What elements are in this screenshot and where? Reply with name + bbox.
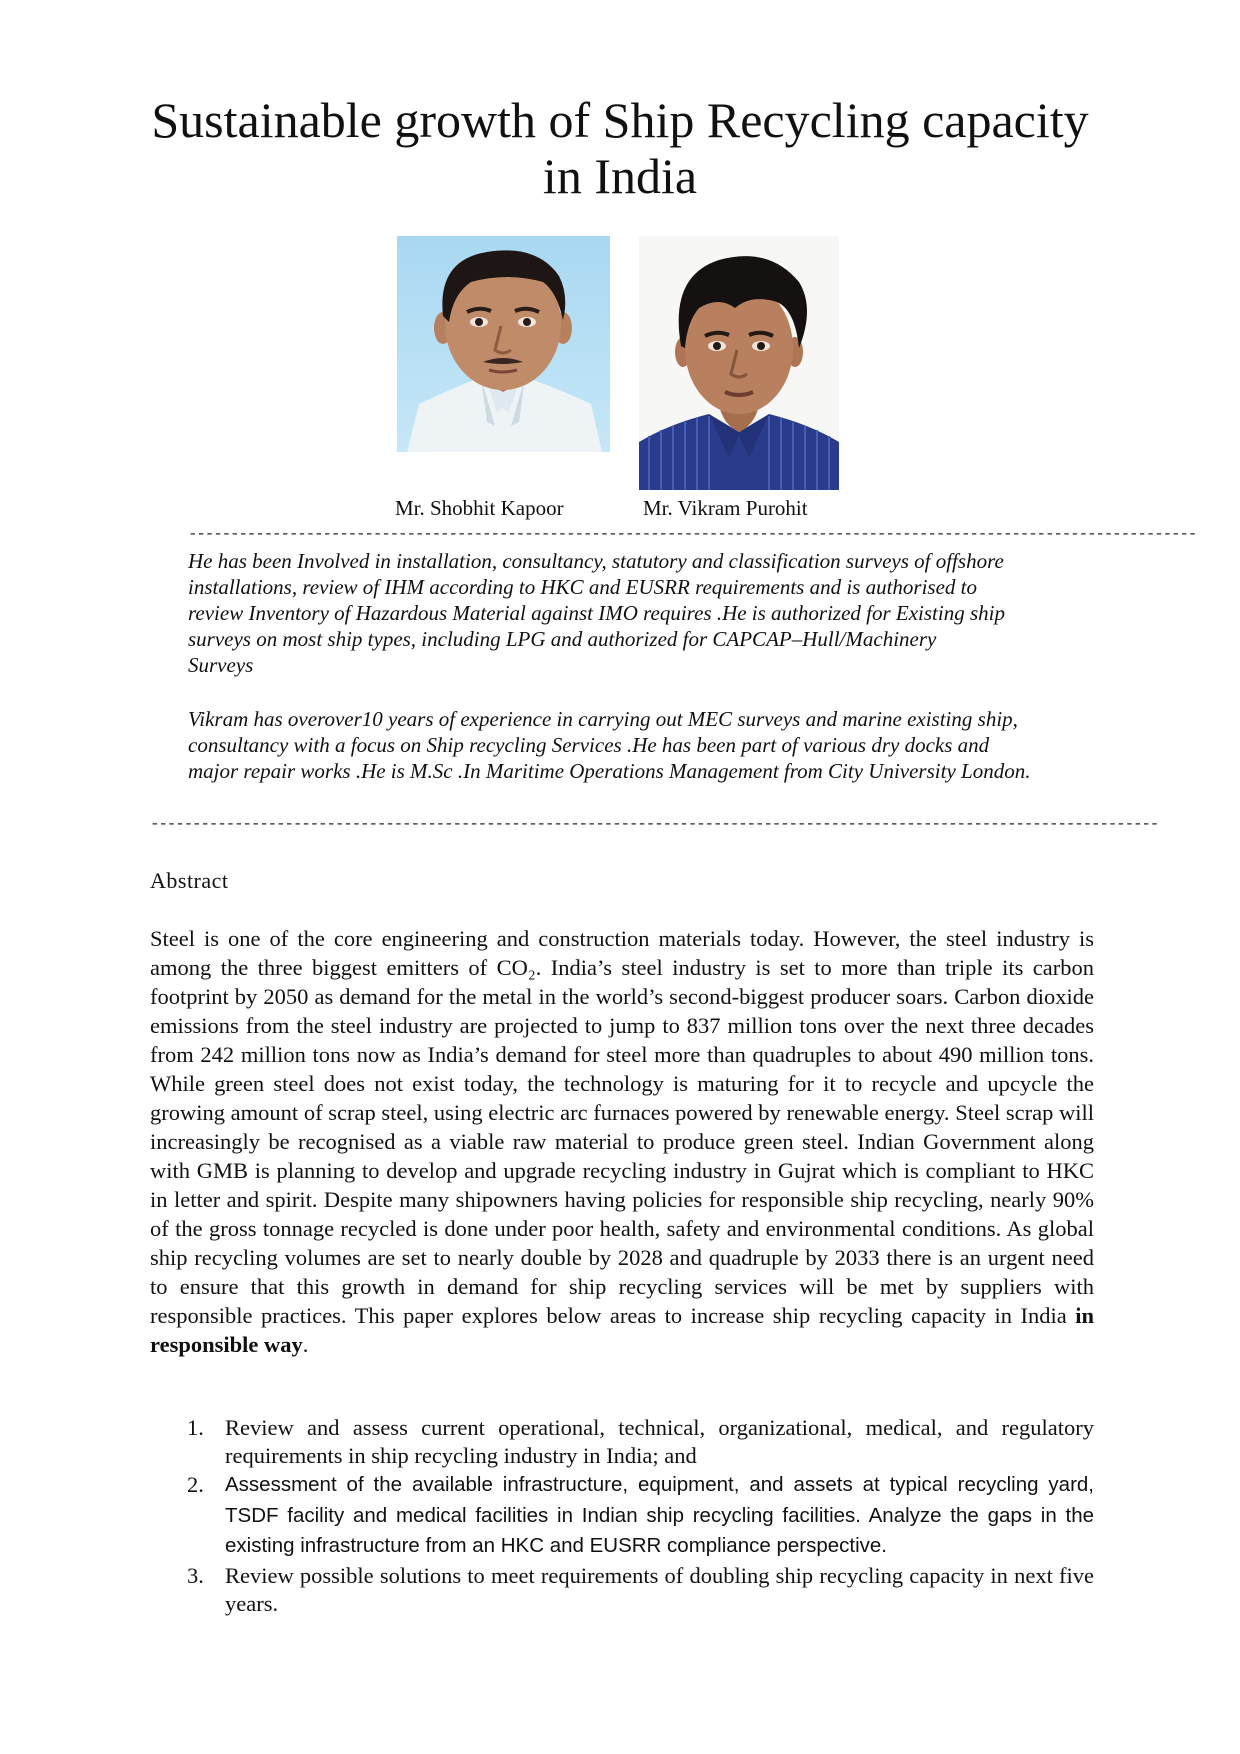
author-photo-purohit: [639, 236, 839, 490]
bio-line: consultancy with a focus on Ship recycling Services .He has been part of various dry docks and: [188, 733, 990, 757]
objectives-list: [150, 1414, 1094, 1618]
list-item: [150, 1414, 1094, 1470]
bio-line: review Inventory of Hazardous Material against IMO requires .He is authorized for Existing ship: [188, 601, 1005, 625]
abstract-bold: in responsible way: [150, 1303, 1095, 1357]
abstract-text: Steel is one of the core engineering and construction materials today. However, the steel industry is among the three biggest emitters of CO₂. India’s steel industry is set to more than triple its carbon footprint by 2050 as demand for the metal in the world’s second-biggest producer soars. Carbon dioxide emissions from the steel industry are projected to jump to 837 million tons over the next three decades from 242 million tons now as India’s demand for steel more than quadruples to about 490 million tons. While green steel does not exist today, the technology is maturing for it to recycle and upcycle the growing amount of scrap steel, using electric arc furnaces powered by renewable energy. Steel scrap will increasingly be recognised as a viable raw material to produce green steel. Indian Government along with GMB is planning to develop and upgrade recycling industry in Gujrat which is compliant to HKC in letter and spirit. Despite many shipowners having policies for responsible ship recycling, nearly 90% of the gross tonnage recycled is done under poor health, safety and environmental conditions. As global ship recycling volumes are set to nearly double by 2028 and quadruple by 2033 there is an urgent need to ensure that this growth in demand for ship recycling services will be met by suppliers with responsible practices. This paper explores below areas to increase ship recycling capacity in India: [150, 926, 1094, 1328]
bio-line: Surveys: [188, 653, 254, 677]
divider-top: ------------------------------------------------------------------------------------------------------------------------: [188, 525, 1197, 543]
list-item: [150, 1470, 1094, 1562]
abstract-body: [150, 924, 1094, 1359]
bio-kapoor: [188, 548, 1094, 678]
author-photo-kapoor: [397, 236, 610, 452]
bio-line: surveys on most ship types, including LPG and authorized for CAPCAP–Hull/Machinery: [188, 627, 937, 651]
list-number: 2.: [187, 1472, 204, 1497]
author-name-purohit: Mr. Vikram Purohit: [643, 496, 808, 520]
divider-bottom: ------------------------------------------------------------------------------------------------------------------------: [150, 815, 1159, 833]
bio-line: major repair works .He is M.Sc .In Maritime Operations Management from City University London.: [188, 759, 1031, 783]
bio-line: installations, review of IHM according to HKC and EUSRR requirements and is authorised to: [188, 575, 977, 599]
author-name-kapoor: Mr. Shobhit Kapoor: [395, 496, 564, 520]
list-number: 1.: [187, 1415, 204, 1440]
paper-title: Sustainable growth of Ship Recycling capacity in India: [151, 92, 1089, 204]
list-item: [150, 1562, 1094, 1618]
bio-line: Vikram has overover10 years of experience in carrying out MEC surveys and marine existing ship,: [188, 707, 1018, 731]
abstract-end: .: [302, 1332, 309, 1357]
list-text: Assessment of the available infrastructure, equipment, and assets at typical recycling yard, TSDF facility and medical facilities in Indian ship recycling facilities. Analyze the gaps in the existing infrastructure from an HKC and EUSRR compliance perspective.: [225, 1473, 1094, 1557]
list-text: Review possible solutions to meet requirements of doubling ship recycling capacity in next five years.: [225, 1562, 1094, 1616]
list-number: 3.: [187, 1562, 204, 1588]
list-text: Review and assess current operational, technical, organizational, medical, and regulatory requirements in ship recycling industry in India; and: [225, 1415, 1094, 1468]
bio-purohit: [188, 706, 1094, 784]
abstract-heading: Abstract: [150, 868, 229, 893]
bio-line: He has been Involved in installation, consultancy, statutory and classification surveys of offshore: [188, 549, 1004, 573]
